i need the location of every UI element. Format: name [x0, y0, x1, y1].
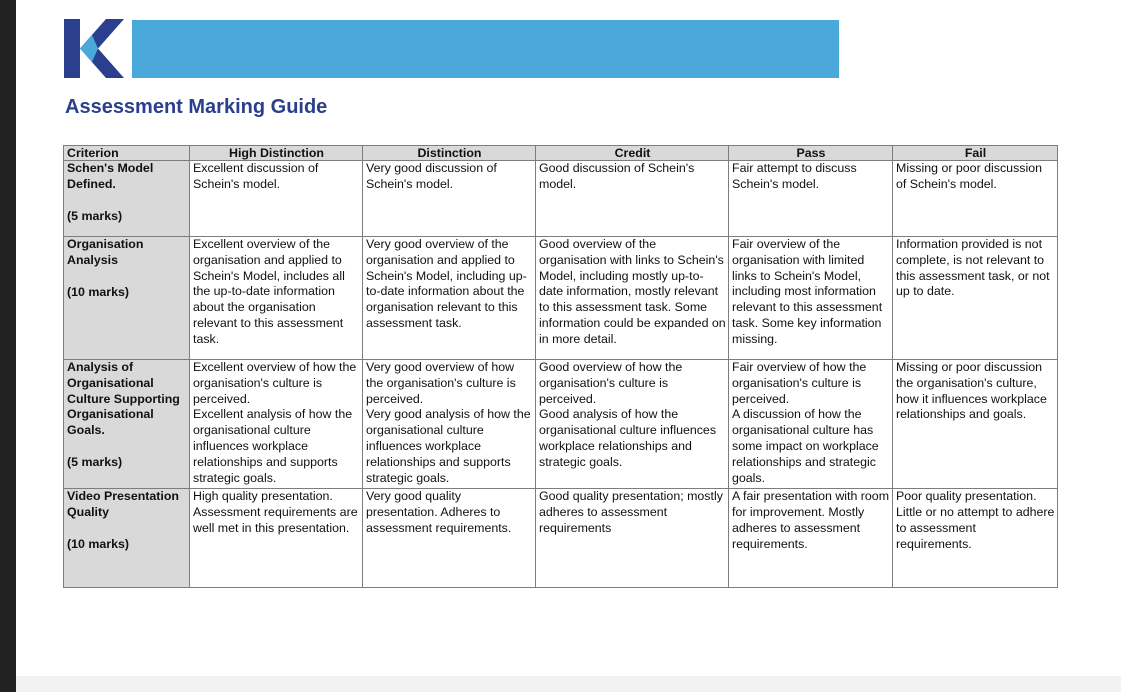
table-row [64, 161, 1058, 237]
high-distinction-cell: Excellent discussion of Schein's model. [190, 161, 363, 237]
header-banner [132, 20, 839, 78]
criterion-name: Video Presentation Quality [67, 489, 180, 520]
pass-cell: Fair overview of the organisation with limited links to Schein's Model, including most information relevant to this assessment task. Some key information missing. [729, 237, 893, 360]
credit-cell: Good discussion of Schein's model. [536, 161, 729, 237]
table-header-row [64, 146, 1058, 161]
criterion-name: Organisation Analysis [67, 237, 144, 267]
criterion-marks: (10 marks) [67, 284, 129, 299]
distinction-cell: Very good overview of how the organisation's culture is perceived. Very good analysis of how the organisational culture influences workplace relationships and supports strategic goals. [363, 360, 536, 489]
column-header-distinction: Distinction [363, 146, 536, 161]
criterion-cell [64, 237, 190, 360]
distinction-cell: Very good overview of the organisation and applied to Schein's Model, including up-to-date information about the organisation relevant to this assessment task. [363, 237, 536, 360]
criterion-name: Analysis of Organisational Culture Supporting Organisational Goals. [67, 360, 180, 438]
criterion-name: Schen's Model Defined. [67, 161, 154, 191]
pass-cell: Fair overview of how the organisation's culture is perceived. A discussion of how the organisational culture has some impact on workplace relationships and strategic goals. [729, 360, 893, 489]
viewer-left-edge [0, 0, 16, 692]
pass-cell: A fair presentation with room for improvement. Mostly adheres to assessment requirements. [729, 489, 893, 588]
page-title: Assessment Marking Guide [65, 96, 328, 118]
criterion-marks: (10 marks) [67, 536, 129, 551]
column-header-credit: Credit [536, 146, 729, 161]
criterion-cell [64, 489, 190, 588]
criterion-cell [64, 360, 190, 489]
column-header-pass: Pass [729, 146, 893, 161]
k-letter-logo-icon [64, 19, 124, 78]
credit-cell: Good overview of the organisation with links to Schein's Model, including mostly up-to-date information, mostly relevant to this assessment task. Some information could be expanded on in more detail. [536, 237, 729, 360]
marking-guide-table [63, 145, 1058, 588]
column-header-criterion: Criterion [64, 146, 190, 161]
table-row [64, 489, 1058, 588]
fail-cell: Missing or poor discussion of Schein's model. [893, 161, 1058, 237]
criterion-marks: (5 marks) [67, 454, 123, 469]
page-bottom-edge [16, 676, 1121, 692]
column-header-fail: Fail [893, 146, 1058, 161]
table-row [64, 360, 1058, 489]
pass-cell: Fair attempt to discuss Schein's model. [729, 161, 893, 237]
distinction-cell: Very good discussion of Schein's model. [363, 161, 536, 237]
high-distinction-cell: Excellent overview of the organisation and applied to Schein's Model, includes all the up-to-date information about the organisation relevant to this assessment task. [190, 237, 363, 360]
high-distinction-cell: Excellent overview of how the organisation's culture is perceived. Excellent analysis of how the organisational culture influences workplace relationships and supports strategic goals. [190, 360, 363, 489]
credit-cell: Good quality presentation; mostly adheres to assessment requirements [536, 489, 729, 588]
distinction-cell: Very good quality presentation. Adheres to assessment requirements. [363, 489, 536, 588]
fail-cell: Poor quality presentation. Little or no attempt to adhere to assessment requirements. [893, 489, 1058, 588]
criterion-marks: (5 marks) [67, 208, 123, 223]
credit-cell: Good overview of how the organisation's culture is perceived. Good analysis of how the organisational culture influences workplace relationships and strategic goals. [536, 360, 729, 489]
fail-cell: Missing or poor discussion the organisation's culture, how it influences workplace relationships and goals. [893, 360, 1058, 489]
high-distinction-cell: High quality presentation. Assessment requirements are well met in this presentation. [190, 489, 363, 588]
table-row [64, 237, 1058, 360]
column-header-high-distinction: High Distinction [190, 146, 363, 161]
fail-cell: Information provided is not complete, is not relevant to this assessment task, or not up to date. [893, 237, 1058, 360]
document-page [16, 0, 1121, 692]
criterion-cell [64, 161, 190, 237]
